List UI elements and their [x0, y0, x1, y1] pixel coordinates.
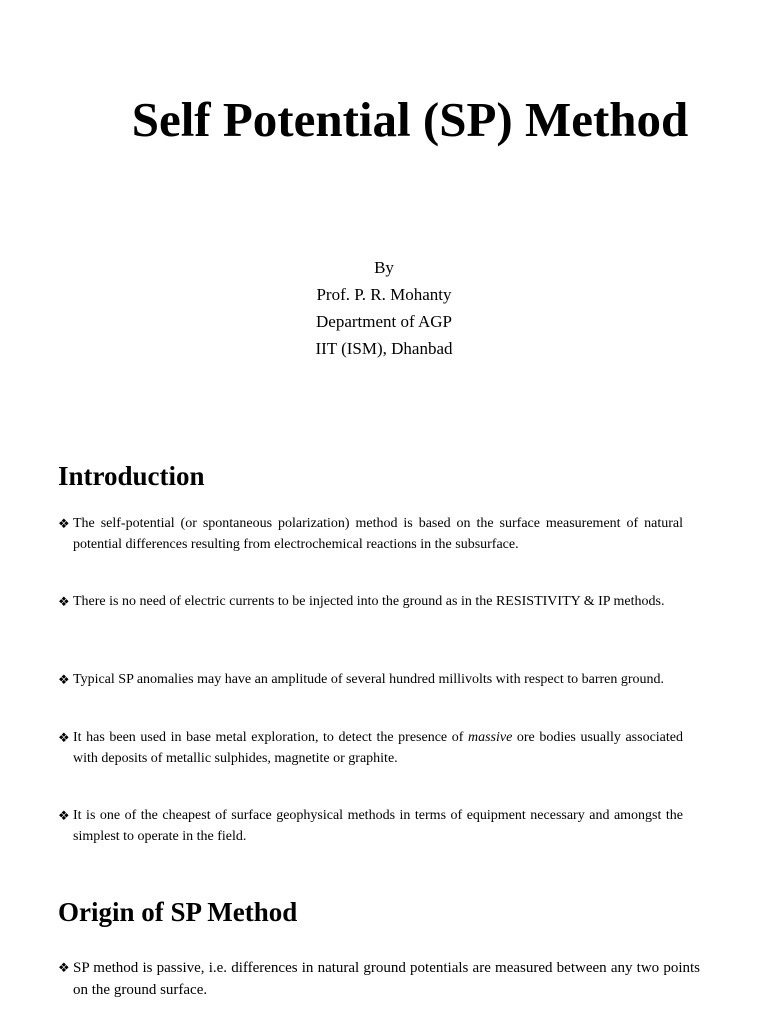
bullet-text: Typical SP anomalies may have an amplitude of several hundred millivolts with respect to barren ground. [73, 672, 665, 687]
bullet-text: It is one of the cheapest of surface geophysical methods in terms of equipment necessary and amongst the simplest to operate in the field. [73, 808, 683, 844]
bullet-text: There is no need of electric currents to be injected into the ground as in the RESISTIVITY & IP methods. [73, 594, 665, 609]
byline-author: Prof. P. R. Mohanty [316, 285, 452, 304]
bullet-text: SP method is passive, i.e. differences in natural ground potentials are measured between any two points on the ground surface. [73, 960, 700, 998]
bullet-text-after: ore bodies usually associated with deposits of metallic sulphides, magnetite or graphite. [73, 730, 684, 766]
origin-bullet-1 [58, 957, 700, 1001]
bullet-diamond-icon: ❖ [58, 516, 70, 531]
bullet-diamond-icon: ❖ [58, 594, 70, 609]
bullet-text-emphasis: massive [467, 730, 513, 745]
bullet-diamond-icon: ❖ [58, 960, 70, 975]
introduction-heading: Introduction [58, 461, 205, 491]
byline-institute: IIT (ISM), Dhanbad [315, 339, 453, 358]
intro-bullet-1 [58, 513, 683, 555]
bullet-text-before: It has been used in base metal exploration, to detect the presence of [73, 730, 468, 745]
byline-department: Department of AGP [316, 312, 452, 331]
origin-heading: Origin of SP Method [58, 897, 298, 927]
bullet-diamond-icon: ❖ [58, 808, 70, 823]
bullet-text: The self-potential (or spontaneous polarization) method is based on the surface measurement of natural potential differences resulting from electrochemical reactions in the subsurface. [73, 516, 683, 552]
intro-bullet-5 [58, 805, 683, 847]
author-byline [0, 254, 768, 362]
intro-bullet-4 [58, 727, 683, 769]
intro-bullet-3 [58, 669, 683, 690]
document-title: Self Potential (SP) Method [131, 92, 689, 147]
bullet-diamond-icon: ❖ [58, 730, 70, 745]
bullet-text [58, 727, 683, 769]
bullet-diamond-icon: ❖ [58, 672, 70, 687]
intro-bullet-2 [58, 591, 683, 612]
byline-by: By [374, 258, 394, 277]
